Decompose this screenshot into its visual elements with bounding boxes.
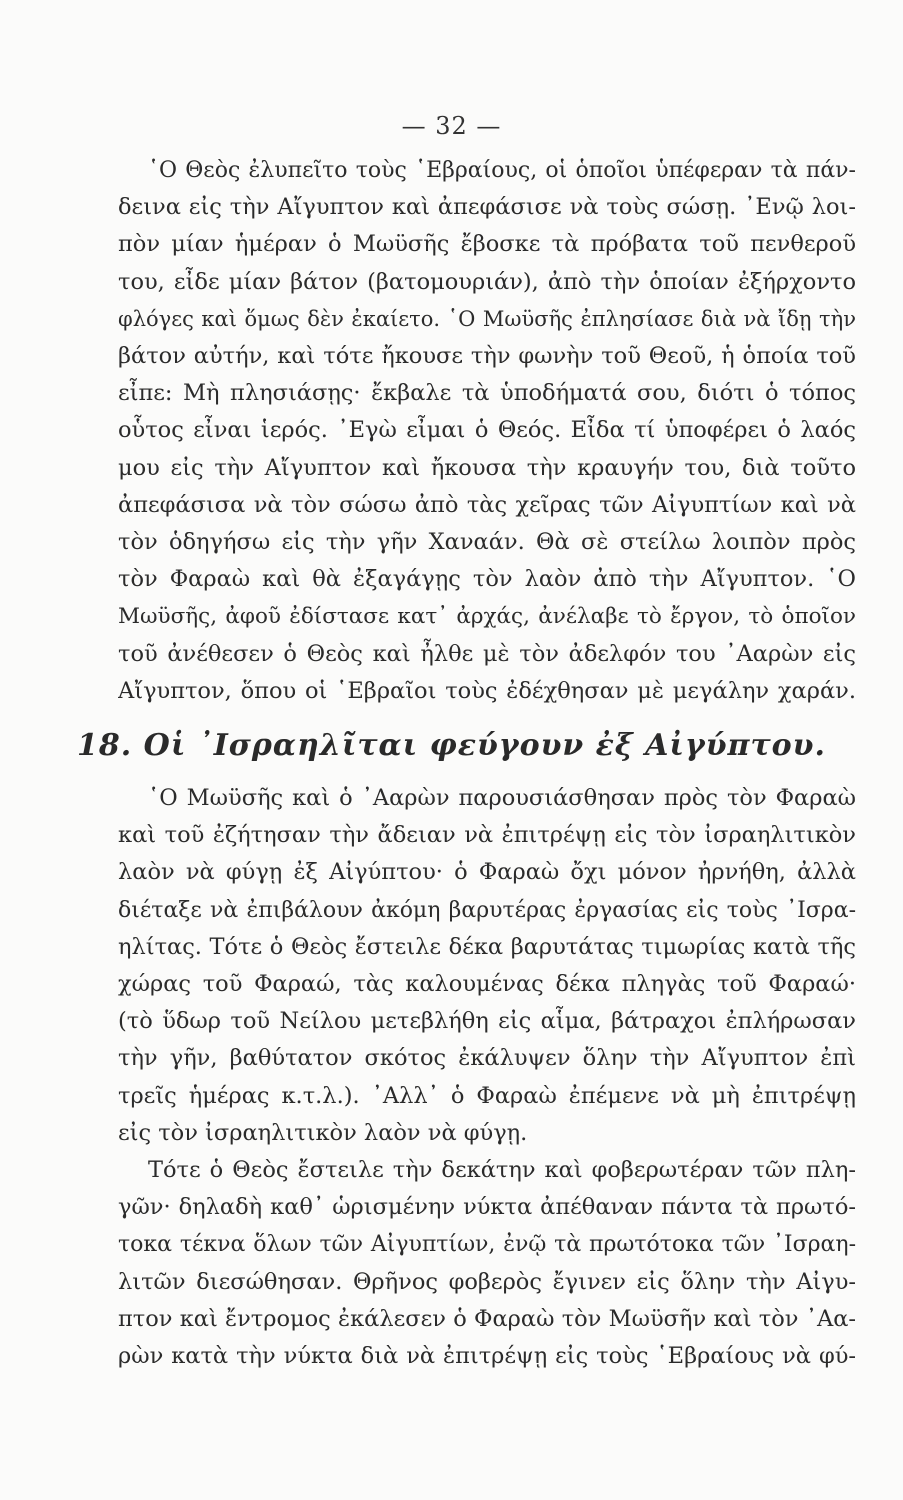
text-line: γῶν· δηλαδὴ καθ᾿ ὡρισμένην νύκτα ἀπέθαναν πάντα τὰ πρωτό- bbox=[118, 1194, 856, 1221]
text-line: ῾Ο Θεὸς ἐλυπεῖτο τοὺς ῾Εβραίους, οἱ ὁποῖοι ὑπέφεραν τὰ πάν- bbox=[148, 158, 856, 183]
text-line: πτον καὶ ἔντρομος ἐκάλεσεν ὁ Φαραὼ τὸν Μωϋσῆν καὶ τὸν ᾿Αα- bbox=[118, 1305, 856, 1332]
paragraph-2 bbox=[118, 780, 856, 1152]
text-line: ρὼν κατὰ τὴν νύκτα διὰ νὰ ἐπιτρέψῃ εἰς τοὺς ῾Εβραίους νὰ φύ- bbox=[118, 1343, 856, 1370]
text-line: (τὸ ὕδωρ τοῦ Νείλου μετεβλήθη εἰς αἷμα, βάτραχοι ἐπλήρωσαν bbox=[118, 1008, 856, 1035]
text-line: οὗτος εἶναι ἱερός. ᾿Εγὼ εἶμαι ὁ Θεός. Εἶδα τί ὑποφέρει ὁ λαός bbox=[118, 417, 856, 444]
text-line: Τότε ὁ Θεὸς ἔστειλε τὴν δεκάτην καὶ φοβερωτέραν τῶν πλη- bbox=[148, 1157, 856, 1183]
text-line: λαὸν νὰ φύγῃ ἐξ Αἰγύπτου· ὁ Φαραὼ ὄχι μόνον ἠρνήθη, ἀλλὰ bbox=[118, 859, 856, 886]
text-line: τοκα τέκνα ὅλων τῶν Αἰγυπτίων, ἐνῷ τὰ πρωτότοκα τῶν ᾿Ισραη- bbox=[118, 1232, 856, 1258]
text-line: διέταξε νὰ ἐπιβάλουν ἀκόμη βαρυτέρας ἐργασίας εἰς τοὺς ᾿Ισρα- bbox=[118, 897, 856, 923]
text-line: Μωϋσῆς, ἀφοῦ ἐδίστασε κατ᾿ ἀρχάς, ἀνέλαβε τὸ ἔργον, τὸ ὁποῖον bbox=[118, 604, 856, 630]
text-line: τὸν Φαραὼ καὶ θὰ ἐξαγάγῃς τὸν λαὸν ἀπὸ τὴν Αἴγυπτον. ῾Ο bbox=[118, 566, 856, 593]
text-line: του, εἶδε μίαν βάτον (βατομουριάν), ἀπὸ τὴν ὁποίαν ἐξήρχοντο bbox=[118, 268, 856, 295]
text-line: τὸν ὁδηγήσω εἰς τὴν γῆν Χαναάν. Θὰ σὲ στείλω λοιπὸν πρὸς bbox=[118, 529, 856, 556]
text-line: ῾Ο Μωϋσῆς καὶ ὁ ᾿Ααρὼν παρουσιάσθησαν πρὸς τὸν Φαραὼ bbox=[148, 785, 856, 811]
text-line: μου εἰς τὴν Αἴγυπτον καὶ ἤκουσα τὴν κραυγήν του, διὰ τοῦτο bbox=[118, 454, 856, 481]
page-number: — 32 — bbox=[401, 112, 502, 140]
text-line: πὸν μίαν ἡμέραν ὁ Μωϋσῆς ἔβοσκε τὰ πρόβατα τοῦ πενθεροῦ bbox=[118, 231, 856, 258]
paragraph-1 bbox=[118, 152, 856, 710]
text-line: τὴν γῆν, βαθύτατον σκότος ἐκάλυψεν ὅλην τὴν Αἴγυπτον ἐπὶ bbox=[118, 1045, 856, 1072]
text-line: τρεῖς ἡμέρας κ.τ.λ.). ᾿Αλλ᾿ ὁ Φαραὼ ἐπέμενε νὰ μὴ ἐπιτρέψῃ bbox=[118, 1082, 856, 1109]
text-line: εἶπε: Μὴ πλησιάσῃς· ἔκβαλε τὰ ὑποδήματά σου, διότι ὁ τόπος bbox=[118, 380, 856, 407]
text-line: τοῦ ἀνέθεσεν ὁ Θεὸς καὶ ἦλθε μὲ τὸν ἀδελφόν του ᾿Ααρὼν εἰς bbox=[118, 640, 856, 667]
text-line: καὶ τοῦ ἐζήτησαν τὴν ἄδειαν νὰ ἐπιτρέψῃ εἰς τὸν ἰσραηλιτικὸν bbox=[118, 822, 856, 849]
text-line: ἀπεφάσισα νὰ τὸν σώσω ἀπὸ τὰς χεῖρας τῶν Αἰγυπτίων καὶ νὰ bbox=[118, 491, 856, 518]
section-heading: 18. Οἱ ᾿Ισραηλῖται φεύγουν ἐξ Αἰγύπτου. bbox=[77, 728, 826, 763]
text-line: δεινα εἰς τὴν Αἴγυπτον καὶ ἀπεφάσισε νὰ τοὺς σώσῃ. ᾿Ενῷ λοι- bbox=[118, 194, 856, 221]
text-line: βάτον αὐτήν, καὶ τότε ἤκουσε τὴν φωνὴν τοῦ Θεοῦ, ἡ ὁποία τοῦ bbox=[118, 343, 856, 370]
text-line: λιτῶν διεσώθησαν. Θρῆνος φοβερὸς ἔγινεν εἰς ὅλην τὴν Αἰγυ- bbox=[118, 1268, 856, 1295]
text-line: ηλίτας. Τότε ὁ Θεὸς ἔστειλε δέκα βαρυτάτας τιμωρίας κατὰ τῆς bbox=[118, 933, 856, 960]
text-line: Αἴγυπτον, ὅπου οἱ ῾Εβραῖοι τοὺς ἐδέχθησαν μὲ μεγάλην χαράν. bbox=[118, 677, 856, 704]
text-line: εἰς τὸν ἰσραηλιτικὸν λαὸν νὰ φύγῃ. bbox=[118, 1119, 528, 1146]
paragraph-3 bbox=[118, 1152, 856, 1375]
text-line: φλόγες καὶ ὅμως δὲν ἐκαίετο. ῾Ο Μωϋσῆς ἐπλησίασε διὰ νὰ ἴδῃ τὴν bbox=[118, 306, 856, 331]
text-line: χώρας τοῦ Φαραώ, τὰς καλουμένας δέκα πληγὰς τοῦ Φαραώ· bbox=[118, 971, 856, 998]
